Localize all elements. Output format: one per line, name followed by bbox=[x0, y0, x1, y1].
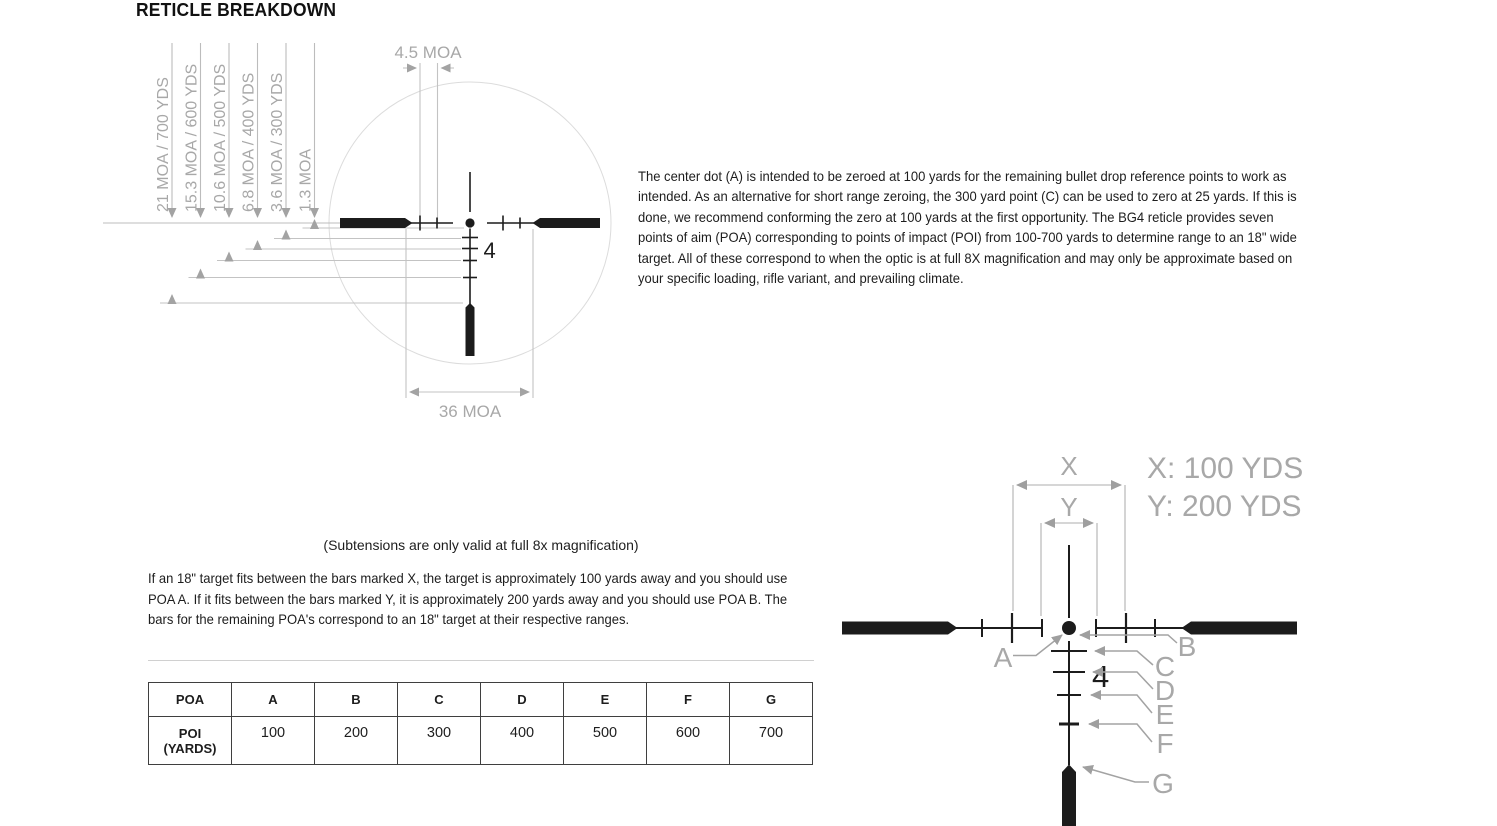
left-post-bar bbox=[842, 622, 958, 635]
row-label-line1: POI bbox=[178, 726, 202, 741]
x-legend: X: 100 YDS bbox=[1147, 452, 1304, 485]
top-dimension-label: 4.5 MOA bbox=[394, 43, 462, 62]
header-cell-c: C bbox=[398, 683, 481, 717]
drop-label-700: 21 MOA / 700 YDS bbox=[155, 77, 172, 212]
center-dot bbox=[1062, 621, 1076, 635]
left-post-bar bbox=[340, 218, 413, 228]
center-dot bbox=[465, 218, 474, 227]
y-dim-label: Y bbox=[1060, 492, 1078, 522]
poa-letter-a: A bbox=[993, 642, 1013, 673]
holdover-number: 4 bbox=[1092, 659, 1110, 694]
drop-leader-lines bbox=[160, 220, 464, 303]
value-cell-100: 100 bbox=[232, 717, 315, 765]
subtension-note: (Subtensions are only valid at full 8x magnification) bbox=[323, 537, 639, 553]
poa-letter-f: F bbox=[1156, 728, 1174, 759]
reticle bbox=[340, 172, 600, 356]
poa-diagram bbox=[835, 445, 1315, 826]
drop-label-400: 6.8 MOA / 400 YDS bbox=[240, 72, 258, 212]
table-data-row bbox=[149, 717, 813, 765]
header-cell-b: B bbox=[315, 683, 398, 717]
top-dimension bbox=[394, 43, 462, 222]
header-cell-f: F bbox=[647, 683, 730, 717]
poa-letter-d: D bbox=[1154, 675, 1176, 706]
holdover-number: 4 bbox=[483, 238, 496, 263]
poa-leader-lines bbox=[1013, 635, 1177, 782]
drop-label-500: 10.6 MOA / 500 YDS bbox=[212, 63, 229, 212]
y-legend: Y: 200 YDS bbox=[1147, 490, 1302, 523]
right-post-bar bbox=[533, 218, 601, 228]
reticle bbox=[842, 545, 1297, 826]
bottom-post-bar bbox=[466, 303, 475, 356]
drop-label-600: 15.3 MOA / 600 YDS bbox=[183, 63, 201, 212]
value-cell-600: 600 bbox=[647, 717, 730, 765]
value-cell-700: 700 bbox=[730, 717, 813, 765]
table-header-row bbox=[149, 683, 813, 717]
header-cell-a: A bbox=[232, 683, 315, 717]
divider-line bbox=[148, 660, 814, 661]
poa-letter-b: B bbox=[1177, 631, 1197, 662]
bottom-dimension-label: 36 MOA bbox=[438, 402, 502, 421]
row-label-line2: (YARDS) bbox=[163, 741, 217, 756]
row-label-cell bbox=[149, 717, 232, 765]
header-cell-poa: POA bbox=[149, 683, 232, 717]
poa-table bbox=[148, 682, 813, 765]
header-cell-d: D bbox=[481, 683, 564, 717]
bottom-post-bar bbox=[1062, 765, 1076, 826]
poa-letter-c: C bbox=[1154, 651, 1176, 682]
right-post-bar bbox=[1182, 622, 1298, 635]
header-cell-g: G bbox=[730, 683, 813, 717]
drop-label-300: 3.6 MOA / 300 YDS bbox=[269, 72, 286, 212]
drop-label-1-3moa: 1.3 MOA bbox=[297, 148, 315, 212]
header-cell-e: E bbox=[564, 683, 647, 717]
value-cell-200: 200 bbox=[315, 717, 398, 765]
intro-paragraph: The center dot (A) is intended to be zeroed at 100 yards for the remaining bullet drop reference points to work as intended. As an alternative for short range zeroing, the 300 yard point (C) can be used to zero at 25 yards. If this is done, we recommend conforming the zero at 100 yards at the first opportunity. The BG4 reticle provides seven points of aim (POA) corresponding to points of impact (POI) from 100-700 yards to determine range to an 18" wide target. All of these correspond to when the optic is at full 8X magnification and may only be approximate based on your specific loading, rifle variant, and prevailing climate. bbox=[638, 168, 1297, 287]
poa-letter-g: G bbox=[1152, 768, 1174, 799]
page-title: RETICLE BREAKDOWN bbox=[136, 0, 337, 20]
subtension-diagram bbox=[100, 35, 630, 425]
x-dim-label: X bbox=[1060, 451, 1078, 481]
poa-letter-e: E bbox=[1155, 699, 1175, 730]
value-cell-300: 300 bbox=[398, 717, 481, 765]
value-cell-400: 400 bbox=[481, 717, 564, 765]
value-cell-500: 500 bbox=[564, 717, 647, 765]
ranging-paragraph: If an 18" target fits between the bars marked X, the target is approximately 100 yards away and you should use POA A. If it fits between the bars marked Y, it is approximately 200 yards away and you should use POA B. The bars for the remaining POA's correspond to an 18" target at their respective ranges. bbox=[148, 570, 788, 628]
